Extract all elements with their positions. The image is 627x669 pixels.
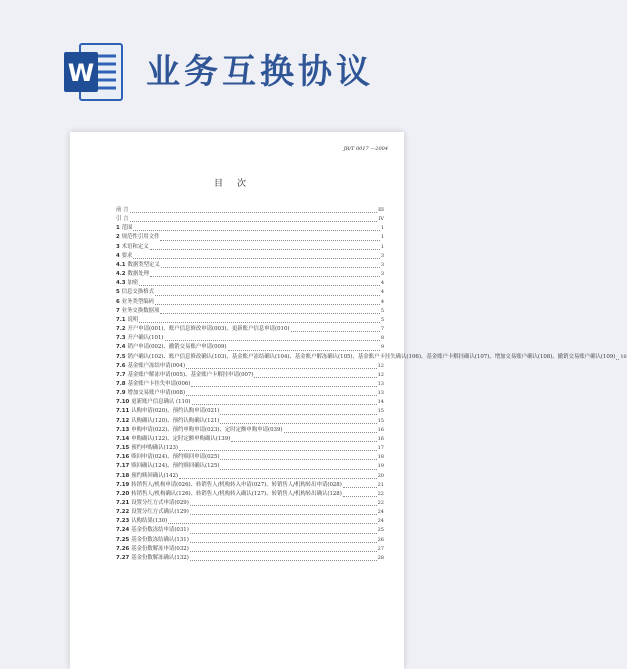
toc-page-number: 26 — [377, 536, 384, 543]
dot-leader — [179, 450, 377, 451]
dot-leader — [220, 414, 376, 415]
toc-page-number: 14 — [377, 399, 384, 406]
toc-entry — [116, 206, 384, 215]
toc-entry-number: 7.22 — [116, 509, 132, 516]
toc-page-number: 4 — [380, 280, 384, 287]
toc-page-number: 8 — [380, 335, 384, 342]
dot-leader — [130, 221, 378, 222]
toc-entry-number: 7.16 — [116, 454, 132, 461]
toc-entry — [116, 224, 384, 233]
toc-entry-text: 说明 — [127, 316, 139, 323]
toc-entry-number: 4.1 — [116, 261, 128, 268]
toc-page-number: 3 — [380, 252, 384, 259]
toc-page-number: 12 — [377, 362, 384, 369]
toc-entry — [116, 417, 384, 426]
toc-entry — [116, 472, 384, 481]
dot-leader — [160, 313, 379, 314]
toc-entry — [116, 298, 384, 307]
toc-entry — [116, 307, 384, 316]
toc-entry-text: 信息交换格式 — [121, 289, 154, 296]
toc-entry-title — [116, 371, 253, 380]
toc-entry-text: 数据处理 — [127, 271, 150, 278]
toc-entry-text: 设置分红方式申请(029) — [131, 500, 189, 506]
toc-page-number: 18 — [377, 454, 384, 461]
toc-entry-title — [116, 481, 342, 490]
toc-entry-title — [116, 233, 159, 242]
toc-entry-text: 认购确认(120)、预约认购确认(121) — [131, 417, 220, 424]
toc-entry-text: 销户确认(102)、账户信息修改确认(103)、基金账户冻结确认(104)、基金账户解冻确认(105)、基金账户卡挂失确认(106)、基金账户卡解挂确认(107)、增加交易账户确认(108)、撤销交易账户确认(109) — [127, 353, 616, 360]
toc-entry-text: 基金账户解冻申请(005)、基金账户卡解挂申请(007) — [127, 371, 254, 378]
toc-entry — [116, 362, 384, 371]
toc-entry-text: 基金账户冻结申请(004) — [127, 362, 186, 369]
toc-entry-number: 4.2 — [116, 271, 128, 278]
dot-leader — [186, 368, 377, 369]
dot-leader — [160, 240, 379, 241]
toc-entry-title — [116, 517, 167, 526]
toc-entry-number: 6 — [116, 298, 122, 305]
dot-leader — [161, 267, 380, 268]
banner-title: 业务互换协议 — [146, 52, 374, 92]
toc-entry — [116, 508, 384, 517]
toc-entry-text: 转销售人/机构申请(026)、转销售人/机构转入申请(027)、转销售人/机构转出申请(028) — [131, 481, 342, 488]
toc-entry-text: 开户申请(001)、账户信息修改申请(003)、更新账户信息申请(010) — [127, 326, 290, 333]
toc-entry-title — [116, 307, 159, 316]
toc-entry-title — [116, 536, 189, 545]
toc-entry — [116, 316, 384, 325]
toc-page-number: 25 — [377, 527, 384, 534]
dot-leader — [220, 459, 376, 460]
toc-entry-number: 7.24 — [116, 527, 132, 534]
toc-page-number: 22 — [377, 490, 384, 497]
toc-entry-title — [116, 407, 219, 416]
toc-entry-number: 7.19 — [116, 481, 132, 488]
dot-leader — [284, 432, 377, 433]
toc-entry — [116, 536, 384, 545]
toc-entry — [116, 334, 384, 343]
toc-entry-title — [116, 298, 154, 307]
dot-leader — [190, 542, 377, 543]
dot-leader — [179, 478, 377, 479]
toc-page-number: III — [378, 207, 384, 213]
toc-entry — [116, 444, 384, 453]
toc-entry-text: 预约申购确认(123) — [131, 445, 179, 452]
toc-page-number: 20 — [377, 472, 384, 479]
toc-entry-number: 7.25 — [116, 536, 132, 543]
toc-entry — [116, 435, 384, 444]
dot-leader — [150, 276, 380, 277]
toc-entry — [116, 279, 384, 288]
toc-entry-number: 4 — [116, 252, 122, 259]
dot-leader — [190, 505, 377, 506]
toc-entry — [116, 426, 384, 435]
dot-leader — [139, 285, 380, 286]
toc-entry-number: 7.26 — [116, 545, 132, 552]
toc-page-number: 5 — [380, 307, 384, 314]
toc-entry-title — [116, 206, 129, 215]
dot-leader — [155, 304, 380, 305]
toc-entry-number: 5 — [116, 289, 122, 296]
toc-entry-number: 7.5 — [116, 353, 128, 360]
dot-leader — [150, 249, 380, 250]
toc-page-number: 19 — [377, 463, 384, 470]
toc-entry-number: 7 — [116, 307, 122, 314]
toc-entry — [116, 215, 384, 224]
toc-entry-text: 销户申请(002)、撤销交易账户申请(009) — [127, 344, 227, 351]
toc-entry-title — [116, 325, 290, 334]
toc-entry-text: 增加交易账户申请(008) — [127, 390, 186, 397]
toc-entry-text: 规范性引用文件 — [121, 234, 160, 241]
toc-entry-title — [116, 554, 189, 563]
dot-leader — [133, 258, 379, 259]
toc-entry-title — [116, 462, 219, 471]
toc-entry-number: 7.2 — [116, 326, 128, 333]
dot-leader — [343, 487, 377, 488]
toc-entry-number: 2 — [116, 234, 122, 241]
toc-entry-text: 要求 — [121, 252, 133, 259]
dot-leader — [191, 386, 376, 387]
toc-entry-text: 基金份数冻结确认(131) — [131, 536, 189, 543]
dot-leader — [168, 523, 376, 524]
toc-entry-text: 数据类型定义 — [127, 261, 160, 268]
toc-entry-text: 基金份数冻结申请(031) — [131, 527, 189, 534]
toc-entry-title — [116, 224, 132, 233]
toc-entry-number: 7.6 — [116, 362, 128, 369]
toc-entry — [116, 343, 384, 352]
toc-entry-text: 设置分红方式确认(129) — [131, 509, 189, 516]
toc-entry — [116, 462, 384, 471]
toc-page-number: 13 — [377, 390, 384, 397]
toc-entry-number: 7.15 — [116, 445, 132, 452]
toc-page-number: 16 — [377, 435, 384, 442]
dot-leader — [220, 423, 376, 424]
dot-leader — [254, 377, 376, 378]
toc-entry — [116, 243, 384, 252]
word-document-icon — [62, 40, 126, 104]
dot-leader — [139, 322, 380, 323]
toc-page-number: 3 — [380, 261, 384, 268]
toc-entry — [116, 481, 384, 490]
toc-page-number: 28 — [377, 554, 384, 561]
toc-page-number: 4 — [380, 289, 384, 296]
toc-entry-title — [116, 499, 189, 508]
toc-entry-number: 7.21 — [116, 500, 132, 506]
toc-entry-text: 术语和定义 — [121, 243, 149, 250]
toc-entry-text: 业务交换数据项 — [121, 307, 160, 314]
toc-entry — [116, 398, 384, 407]
toc-entry — [116, 380, 384, 389]
toc-entry — [116, 233, 384, 242]
word-icon-letter: W — [67, 59, 95, 87]
toc-entry — [116, 325, 384, 334]
toc-entry — [116, 407, 384, 416]
toc-entry-number: 7.20 — [116, 490, 132, 497]
toc-entry-title — [116, 316, 138, 325]
toc-entry — [116, 389, 384, 398]
toc-entry-number: 7.11 — [116, 408, 132, 415]
toc-entry-number: 7.4 — [116, 344, 128, 351]
standard-number: JR/T 0017 —2004 — [343, 146, 388, 152]
toc-entry-number: 4.3 — [116, 280, 128, 287]
toc-entry-title — [116, 270, 149, 279]
toc-page-number: 24 — [377, 509, 384, 516]
toc-entry-number: 7.8 — [116, 380, 128, 387]
toc-page-number: 22 — [377, 500, 384, 506]
toc-page-number: 10 — [620, 353, 627, 360]
dot-leader — [231, 441, 376, 442]
toc-entry-text: 前 言 — [116, 207, 129, 213]
toc-entry-title — [116, 545, 189, 554]
toc-entry-title — [116, 426, 283, 435]
toc-entry-text: 预约赎回确认(142) — [131, 472, 179, 479]
toc-page-number: 24 — [377, 518, 384, 525]
toc-entry-number: 1 — [116, 225, 122, 232]
toc-page-number: 15 — [377, 417, 384, 424]
toc-page-number: 16 — [377, 426, 384, 433]
toc-page-number: 1 — [380, 234, 384, 241]
toc-entry-title — [116, 398, 191, 407]
table-of-contents — [116, 206, 627, 563]
toc-entry — [116, 270, 384, 279]
toc-entry — [116, 545, 384, 554]
toc-entry-title — [116, 243, 149, 252]
toc-entry-title — [116, 343, 227, 352]
toc-entry-text: 基金账户卡挂失申请(006) — [127, 380, 191, 387]
toc-entry-text: 业务类型编码 — [121, 298, 154, 305]
toc-entry-number: 7.7 — [116, 371, 128, 378]
toc-entry — [116, 499, 384, 508]
toc-entry — [116, 490, 384, 499]
toc-page-number: 5 — [380, 316, 384, 323]
dot-leader — [291, 331, 380, 332]
toc-entry-number: 7.27 — [116, 554, 132, 561]
dot-leader — [130, 212, 378, 213]
toc-entry-title — [116, 362, 185, 371]
toc-entry-title — [116, 334, 164, 343]
toc-entry-title — [116, 435, 230, 444]
toc-page-number: 3 — [380, 271, 384, 278]
document-page — [70, 132, 627, 669]
toc-entry-title — [116, 252, 132, 261]
toc-page-number: 17 — [377, 445, 384, 452]
toc-entry-title — [116, 490, 342, 499]
toc-entry-text: 赎回申请(024)、预约赎回申请(025) — [131, 454, 220, 461]
toc-entry — [116, 288, 384, 297]
toc-entry-title — [116, 288, 154, 297]
toc-entry-number: 7.1 — [116, 316, 128, 323]
toc-entry-text: 赎回确认(124)、预约赎回确认(125) — [131, 463, 220, 470]
toc-page-number: 7 — [380, 326, 384, 333]
toc-entry-title — [116, 389, 185, 398]
toc-entry-title — [116, 353, 615, 362]
toc-page-number: 1 — [380, 243, 384, 250]
toc-page-number: 15 — [377, 408, 384, 415]
toc-entry — [116, 261, 384, 270]
toc-entry-number: 7.10 — [116, 399, 132, 406]
dot-leader — [616, 359, 619, 360]
toc-entry — [116, 371, 384, 380]
toc-entry-text: 申购确认(122)、定时定额申购确认(139) — [131, 435, 231, 442]
toc-entry — [116, 554, 384, 563]
dot-leader — [186, 395, 377, 396]
toc-entry-text: 引 言 — [116, 216, 129, 223]
toc-entry-number: 7.23 — [116, 518, 132, 525]
toc-entry-text: 基金份数解冻申请(032) — [131, 545, 189, 552]
dot-leader — [192, 404, 377, 405]
toc-entry-title — [116, 444, 178, 453]
toc-entry-title — [116, 261, 160, 270]
toc-entry-number: 7.13 — [116, 426, 132, 433]
toc-entry-text: 认购结果(130) — [131, 518, 168, 525]
toc-entry-number: 7.9 — [116, 390, 128, 397]
toc-entry-title — [116, 215, 129, 224]
dot-leader — [190, 560, 377, 561]
toc-entry-text: 申购申请(022)、预约申购申请(023)、定时定额申购申请(039) — [131, 426, 283, 433]
toc-entry-title — [116, 526, 189, 535]
toc-page-number: 13 — [377, 380, 384, 387]
toc-entry-number: 7.12 — [116, 417, 132, 424]
dot-leader — [190, 551, 377, 552]
toc-entry-text: 开户确认(101) — [127, 335, 164, 342]
toc-entry-number: 7.17 — [116, 463, 132, 470]
toc-entry — [116, 453, 384, 462]
toc-entry-title — [116, 380, 190, 389]
toc-page-number: 12 — [377, 371, 384, 378]
toc-entry-text: 范围 — [121, 225, 133, 232]
toc-entry-title — [116, 508, 189, 517]
toc-entry — [116, 252, 384, 261]
toc-entry-text: 认购申请(020)、预约认购申请(021) — [131, 408, 220, 415]
dot-leader — [165, 340, 380, 341]
toc-page-number: 21 — [377, 481, 384, 488]
toc-heading: 目次 — [213, 179, 260, 189]
toc-entry-text: 基金份数解冻确认(132) — [131, 554, 189, 561]
toc-entry — [116, 526, 384, 535]
toc-entry-title — [116, 453, 219, 462]
toc-entry-number: 7.18 — [116, 472, 132, 479]
toc-entry-text: 转销售人/机构确认(126)、转销售人/机构转入确认(127)、转销售人/机构转出确认(128) — [131, 490, 342, 497]
toc-page-number: 27 — [377, 545, 384, 552]
toc-entry — [116, 353, 627, 362]
toc-page-number: 4 — [380, 298, 384, 305]
toc-entry-text: 更新账户信息确认 (110) — [131, 399, 191, 406]
toc-entry-text: 加密 — [127, 280, 139, 287]
dot-leader — [133, 230, 379, 231]
toc-page-number: IV — [378, 216, 384, 223]
toc-entry-title — [116, 417, 219, 426]
toc-entry-number: 3 — [116, 243, 122, 250]
toc-entry — [116, 517, 384, 526]
dot-leader — [220, 469, 376, 470]
dot-leader — [190, 533, 377, 534]
dot-leader — [343, 496, 377, 497]
dot-leader — [190, 514, 377, 515]
toc-page-number: 1 — [380, 225, 384, 232]
toc-page-number: 9 — [380, 344, 384, 351]
toc-entry-title — [116, 472, 178, 481]
toc-entry-title — [116, 279, 138, 288]
toc-entry-number: 7.14 — [116, 435, 132, 442]
dot-leader — [155, 295, 380, 296]
dot-leader — [228, 350, 380, 351]
toc-entry-number: 7.3 — [116, 335, 128, 342]
